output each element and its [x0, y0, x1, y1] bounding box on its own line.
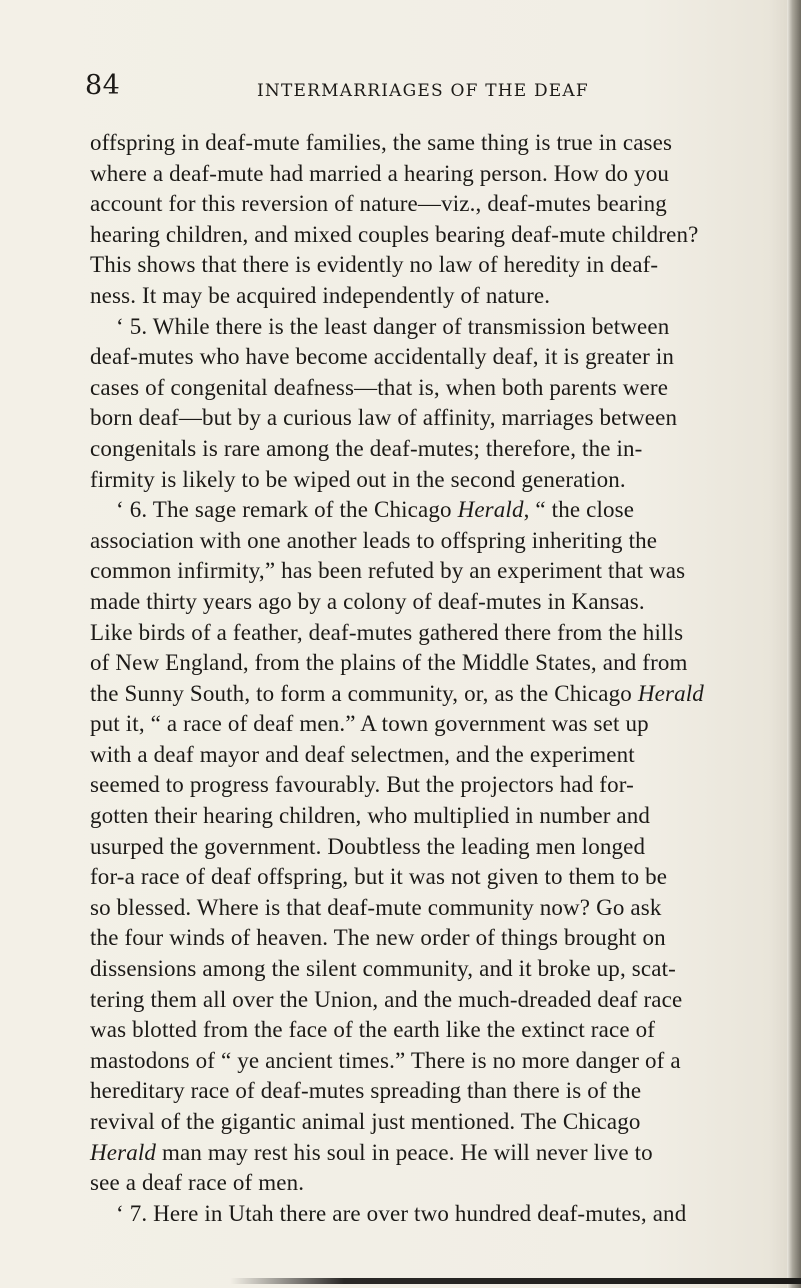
text-segment: see a deaf race of men.: [90, 1170, 305, 1196]
page-number: 84: [85, 70, 121, 101]
text-line: [90, 373, 750, 404]
text-line: [90, 1199, 750, 1230]
body-text: [90, 128, 750, 1229]
page-edge-shadow: [787, 0, 801, 1288]
text-line: [90, 465, 750, 496]
text-segment: mastodons of “ ye ancient times.” There is no more danger of a: [90, 1047, 681, 1073]
text-line: [90, 648, 750, 679]
text-line: [90, 985, 750, 1016]
text-segment: seemed to progress favourably. But the projectors had for-: [90, 772, 634, 798]
text-line: [90, 954, 750, 985]
text-segment: ‘ 5. While there is the least danger of transmission between: [116, 313, 670, 339]
text-line: [90, 801, 750, 832]
text-line: [90, 862, 750, 893]
text-segment: offspring in deaf-mute families, the same thing is true in cases: [90, 130, 673, 155]
text-segment: tering them all over the Union, and the much-dreaded deaf race: [90, 986, 683, 1012]
text-line: [90, 618, 750, 649]
text-segment: put it, “ a race of deaf men.” A town government was set up: [90, 711, 649, 737]
italic-title: Herald: [90, 1139, 157, 1165]
text-segment: man may rest his soul in peace. He will never live to: [156, 1139, 653, 1165]
text-segment: was blotted from the face of the earth like the extinct race of: [90, 1017, 656, 1043]
text-segment: ness. It may be acquired independently of nature.: [90, 282, 551, 308]
text-line: [90, 1138, 750, 1169]
text-line: [90, 679, 750, 710]
text-line: [90, 587, 750, 618]
text-line: [90, 312, 750, 343]
running-title: INTERMARRIAGES OF THE DEAF: [257, 81, 589, 101]
text-segment: gotten their hearing children, who multiplied in number and: [90, 803, 651, 829]
text-segment: Like birds of a feather, deaf-mutes gathered there from the hills: [90, 619, 684, 645]
text-line: [90, 1107, 750, 1138]
text-line: [90, 1015, 750, 1046]
text-segment: ‘ 7. Here in Utah there are over two hundred deaf-mutes, and: [116, 1200, 687, 1226]
text-segment: dissensions among the silent community, and it broke up, scat-: [90, 956, 676, 982]
text-segment: where a deaf-mute had married a hearing person. How do you: [90, 160, 670, 186]
text-segment: cases of congenital deafness—that is, when both parents were: [90, 374, 669, 400]
text-segment: born deaf—but by a curious law of affinity, marriages between: [90, 405, 678, 431]
text-line: [90, 832, 750, 863]
text-line: [90, 893, 750, 924]
text-segment: the Sunny South, to form a community, or, as the Chicago: [90, 680, 638, 706]
bottom-edge-shadow: [230, 1278, 801, 1284]
text-segment: of New England, from the plains of the Middle States, and from: [90, 650, 688, 676]
text-line: [90, 250, 750, 281]
text-segment: , “ the close: [523, 497, 635, 523]
text-segment: deaf-mutes who have become accidentally deaf, it is greater in: [90, 344, 675, 370]
text-segment: with a deaf mayor and deaf selectmen, and the experiment: [90, 741, 635, 767]
text-line: [90, 403, 750, 434]
text-segment: revival of the gigantic animal just mentioned. The Chicago: [90, 1109, 641, 1134]
text-segment: hearing children, and mixed couples bearing deaf-mute children?: [90, 221, 699, 247]
text-line: [90, 740, 750, 771]
text-line: [90, 709, 750, 740]
text-segment: the four winds of heaven. The new order of things brought on: [90, 925, 666, 951]
text-line: [90, 434, 750, 465]
text-line: [90, 556, 750, 587]
text-line: [90, 159, 750, 190]
text-segment: made thirty years ago by a colony of deaf-mutes in Kansas.: [90, 588, 645, 614]
text-line: [90, 1046, 750, 1077]
text-segment: usurped the government. Doubtless the leading men longed: [90, 833, 646, 859]
page-header: [85, 70, 725, 110]
text-segment: congenitals is rare among the deaf-mutes; therefore, the in-: [90, 435, 643, 461]
text-line: [90, 342, 750, 373]
text-line: [90, 923, 750, 954]
text-line: [90, 526, 750, 557]
text-line: [90, 770, 750, 801]
text-line: [90, 220, 750, 251]
text-segment: This shows that there is evidently no law of heredity in deaf-: [90, 252, 659, 278]
text-line: [90, 281, 750, 312]
text-line: [90, 128, 750, 159]
text-line: [90, 495, 750, 526]
text-line: [90, 1168, 750, 1199]
text-segment: firmity is likely to be wiped out in the second generation.: [90, 466, 626, 492]
text-segment: so blessed. Where is that deaf-mute community now? Go ask: [90, 894, 662, 920]
text-segment: common infirmity,” has been refuted by an experiment that was: [90, 558, 686, 584]
text-segment: account for this reversion of nature—viz., deaf-mutes bearing: [90, 191, 667, 217]
text-segment: association with one another leads to offspring inheriting the: [90, 527, 658, 553]
text-segment: ‘ 6. The sage remark of the Chicago: [116, 497, 458, 523]
text-line: [90, 1076, 750, 1107]
text-line: [90, 189, 750, 220]
italic-title: Herald: [637, 680, 704, 706]
text-segment: for-a race of deaf offspring, but it was not given to them to be: [90, 864, 668, 890]
italic-title: Herald: [457, 497, 524, 523]
text-segment: hereditary race of deaf-mutes spreading than there is of the: [90, 1078, 642, 1104]
